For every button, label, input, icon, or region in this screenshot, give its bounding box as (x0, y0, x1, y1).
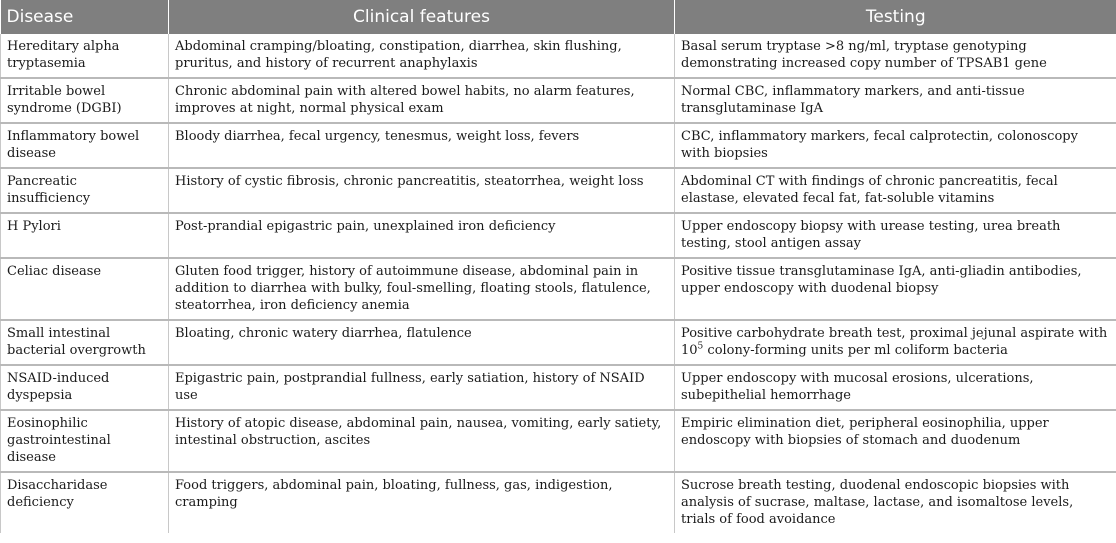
table-row (1, 213, 1116, 258)
testing-cell (675, 320, 1116, 365)
testing-cell: Upper endoscopy biopsy with urease testing, urea breath testing, stool antigen assay (675, 213, 1116, 258)
disease-cell: H Pylori (1, 213, 169, 258)
features-cell: History of cystic fibrosis, chronic pancreatitis, steatorrhea, weight loss (169, 168, 675, 213)
table-row (1, 320, 1116, 365)
header-testing: Testing (675, 0, 1116, 34)
table-row (1, 472, 1116, 533)
testing-cell: Empiric elimination diet, peripheral eosinophilia, upper endoscopy with biopsies of stomach and duodenum (675, 410, 1116, 472)
testing-cell: Sucrose breath testing, duodenal endoscopic biopsies with analysis of sucrase, maltase, lactase, and isomaltose levels, trials of food avoidance (675, 472, 1116, 533)
disease-cell: Pancreatic insufficiency (1, 168, 169, 213)
disease-cell: Irritable bowel syndrome (DGBI) (1, 78, 169, 123)
table-row (1, 365, 1116, 410)
features-cell: Abdominal cramping/bloating, constipation, diarrhea, skin flushing, pruritus, and history of recurrent anaphylaxis (169, 34, 675, 78)
table-row (1, 168, 1116, 213)
testing-cell: CBC, inflammatory markers, fecal calprotectin, colonoscopy with biopsies (675, 123, 1116, 168)
testing-cell: Upper endoscopy with mucosal erosions, ulcerations, subepithelial hemorrhage (675, 365, 1116, 410)
table-row (1, 410, 1116, 472)
header-clinical-features: Clinical features (169, 0, 675, 34)
features-cell: Gluten food trigger, history of autoimmune disease, abdominal pain in addition to diarrhea with bulky, foul-smelling, floating stools, flatulence, steatorrhea, iron deficiency anemia (169, 258, 675, 320)
header-row (1, 0, 1116, 34)
testing-cell: Positive tissue transglutaminase IgA, anti-gliadin antibodies, upper endoscopy with duodenal biopsy (675, 258, 1116, 320)
header-disease: Disease (1, 0, 169, 34)
disease-cell: Inflammatory bowel disease (1, 123, 169, 168)
disease-cell: Celiac disease (1, 258, 169, 320)
disease-cell: NSAID-induced dyspepsia (1, 365, 169, 410)
features-cell: Food triggers, abdominal pain, bloating, fullness, gas, indigestion, cramping (169, 472, 675, 533)
testing-text-post: colony-forming units per ml coliform bacteria (703, 343, 1008, 358)
disease-cell: Hereditary alpha tryptasemia (1, 34, 169, 78)
testing-cell: Basal serum tryptase >8 ng/ml, tryptase genotyping demonstrating increased copy number of TPSAB1 gene (675, 34, 1116, 78)
table-row (1, 78, 1116, 123)
features-cell: Chronic abdominal pain with altered bowel habits, no alarm features, improves at night, normal physical exam (169, 78, 675, 123)
features-cell: History of atopic disease, abdominal pain, nausea, vomiting, early satiety, intestinal obstruction, ascites (169, 410, 675, 472)
disease-cell: Small intestinal bacterial overgrowth (1, 320, 169, 365)
testing-cell: Abdominal CT with findings of chronic pancreatitis, fecal elastase, elevated fecal fat, fat-soluble vitamins (675, 168, 1116, 213)
features-cell: Bloating, chronic watery diarrhea, flatulence (169, 320, 675, 365)
table-row (1, 34, 1116, 78)
disease-cell: Disaccharidase deficiency (1, 472, 169, 533)
features-cell: Epigastric pain, postprandial fullness, early satiation, history of NSAID use (169, 365, 675, 410)
table-row (1, 123, 1116, 168)
disease-cell: Eosinophilic gastrointestinal disease (1, 410, 169, 472)
testing-text-pre: Positive carbohydrate breath test, proximal jejunal aspirate with 10 (681, 326, 1108, 358)
table-header (1, 0, 1116, 34)
table-row (1, 258, 1116, 320)
features-cell: Post-prandial epigastric pain, unexplained iron deficiency (169, 213, 675, 258)
features-cell: Bloody diarrhea, fecal urgency, tenesmus, weight loss, fevers (169, 123, 675, 168)
testing-cell: Normal CBC, inflammatory markers, and anti-tissue transglutaminase IgA (675, 78, 1116, 123)
exponent: 5 (697, 341, 704, 352)
table-body (1, 34, 1116, 533)
